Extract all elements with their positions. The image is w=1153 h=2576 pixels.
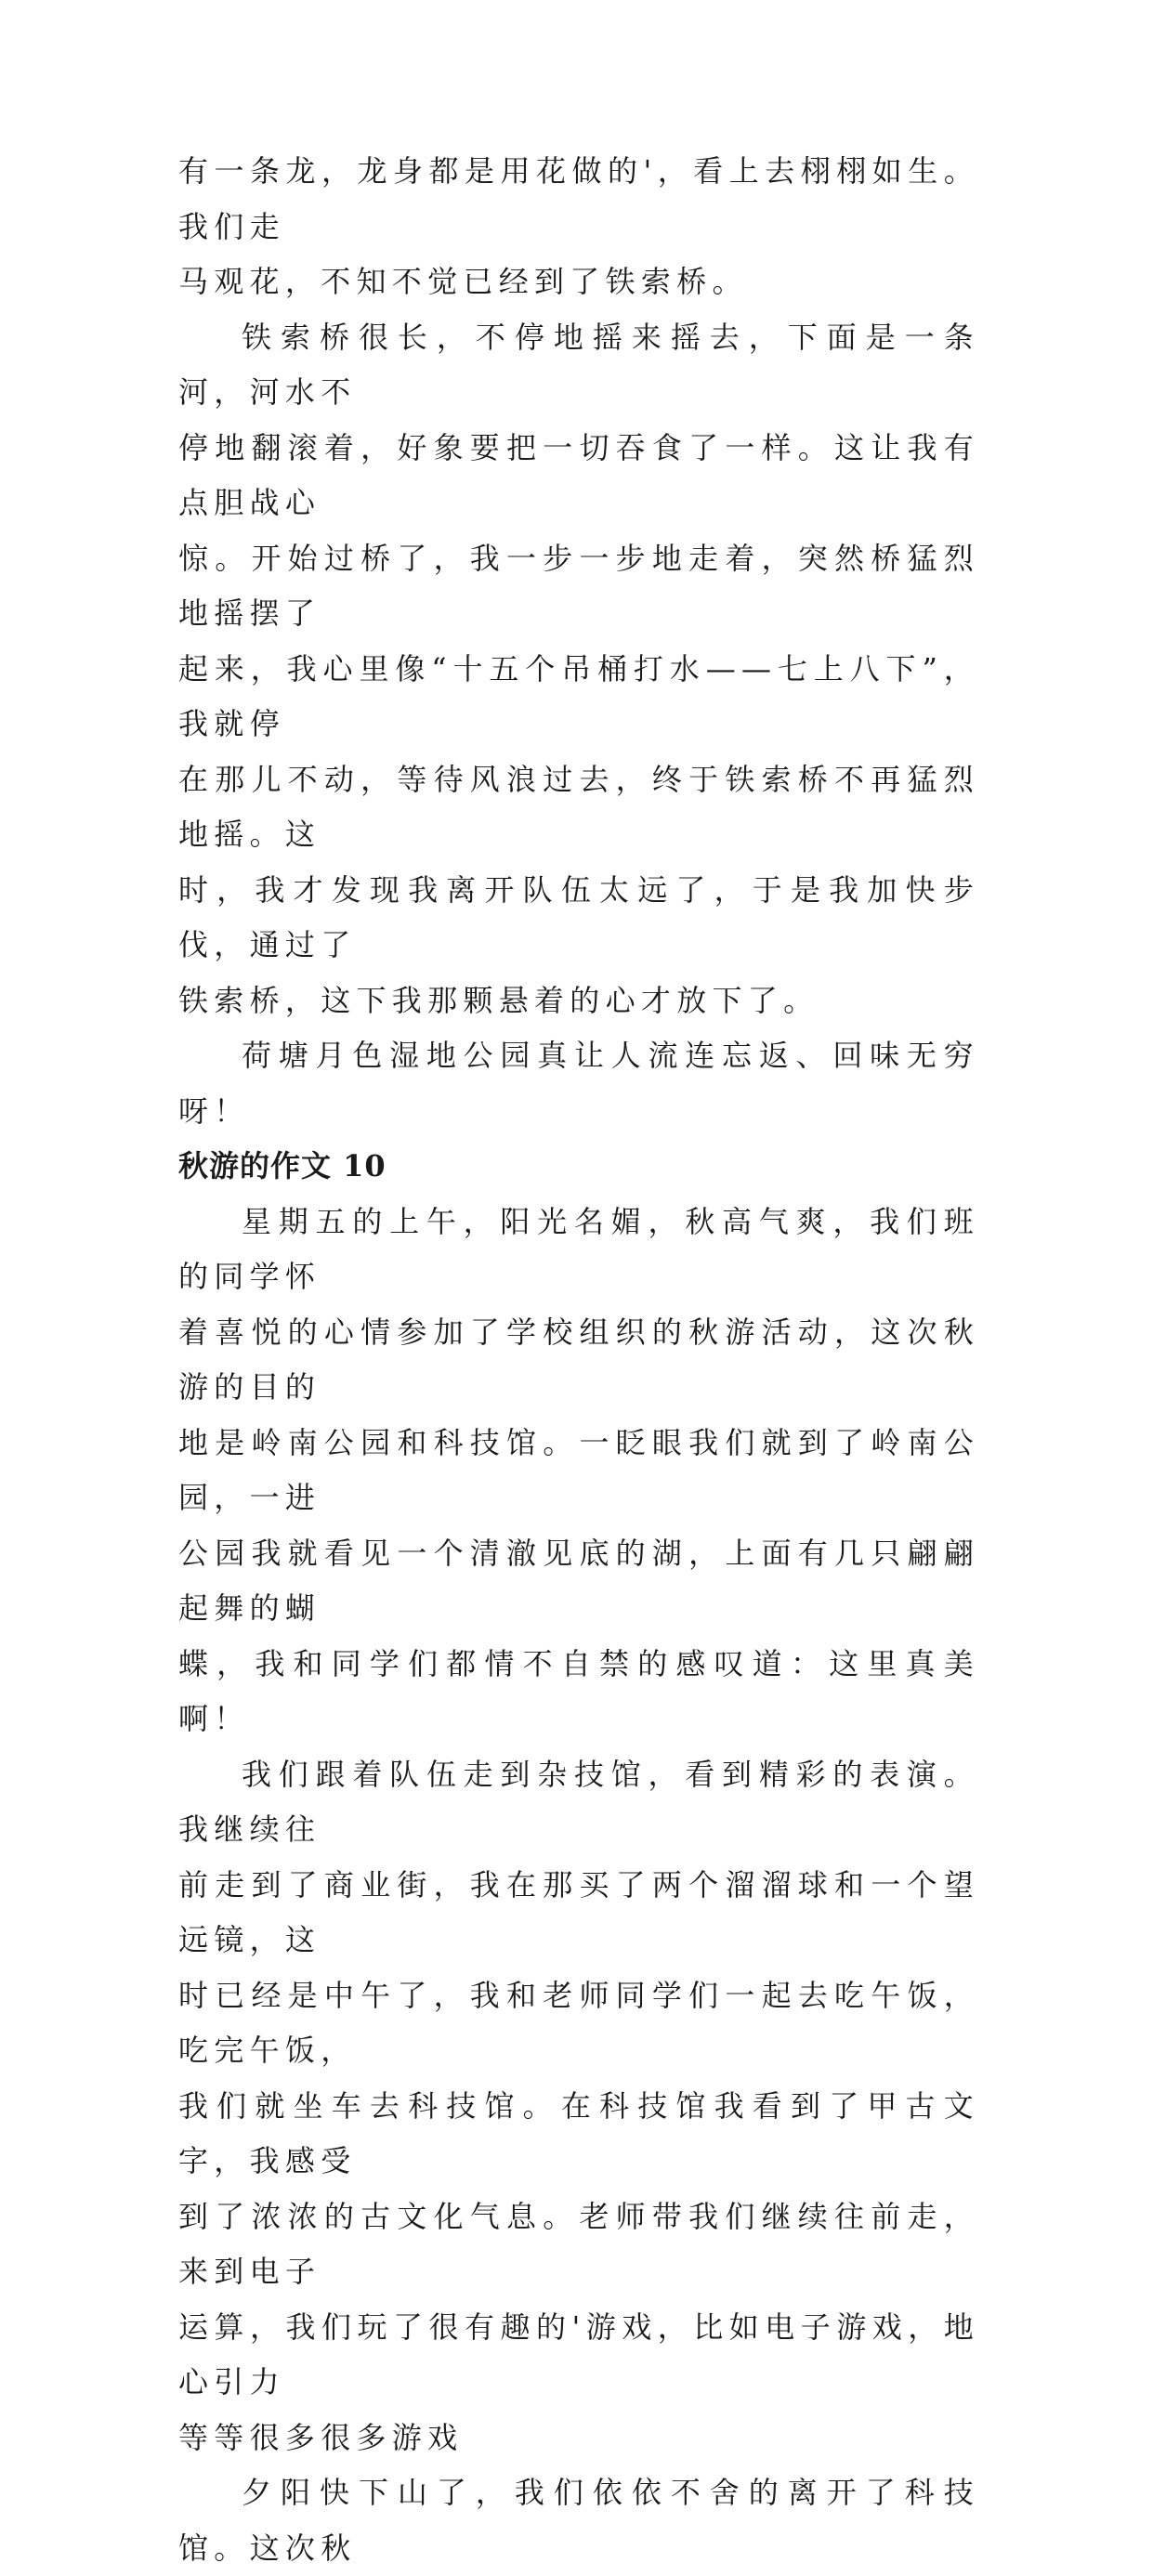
paragraph-science-museum: 我们跟着队伍走到杂技馆，看到精彩的表演。我继续往 前走到了商业街，我在那买了两个溜溜球和一个望远镜，这 时已经是中午了，我和老师同学们一起去吃午饭，吃完午饭， 我们就坐车去科技馆。在科技馆我看到了甲古文字，我感受 到了浓浓的古文化气息。老师带我们继续往前走，来到电子 运算，我们玩了很有趣的'游戏，比如电子游戏，地心引力 等等很多很多游戏	[178, 1756, 979, 2455]
paragraph-wetland-park: 荷塘月色湿地公园真让人流连忘返、回味无穷呀！	[178, 1038, 979, 1129]
paragraph-dragon-flowers: 有一条龙，龙身都是用花做的'，看上去栩栩如生。我们走 马观花，不知不觉已经到了铁索桥。	[178, 153, 979, 299]
paragraph-friday-outing: 星期五的上午，阳光名媚，秋高气爽，我们班的同学怀 着喜悦的心情参加了学校组织的秋游活动，这次秋游的目的 地是岭南公园和科技馆。一眨眼我们就到了岭南公园，一进 公园我就看见一个清澈见底的湖，上面有几只翩翩起舞的蝴 蝶，我和同学们都情不自禁的感叹道：这里真美啊！	[178, 1203, 979, 1736]
essay-heading: 秋游的作文 10	[178, 1148, 387, 1183]
document-page	[178, 144, 979, 2576]
paragraph-sunset: 夕阳快下山了，我们依依不舍的离开了科技馆。这次秋	[178, 2475, 979, 2566]
paragraph-iron-bridge: 铁索桥很长，不停地摇来摇去，下面是一条河，河水不 停地翻滚着，好象要把一切吞食了一样。这让我有点胆战心 惊。开始过桥了，我一步一步地走着，突然桥猛烈地摇摆了 起来，我心里像“十五个吊桶打水——七上八下”，我就停 在那儿不动，等待风浪过去，终于铁索桥不再猛烈地摇。这 时，我才发现我离开队伍太远了，于是我加快步伐，通过了 铁索桥，这下我那颗悬着的心才放下了。	[178, 319, 979, 1018]
